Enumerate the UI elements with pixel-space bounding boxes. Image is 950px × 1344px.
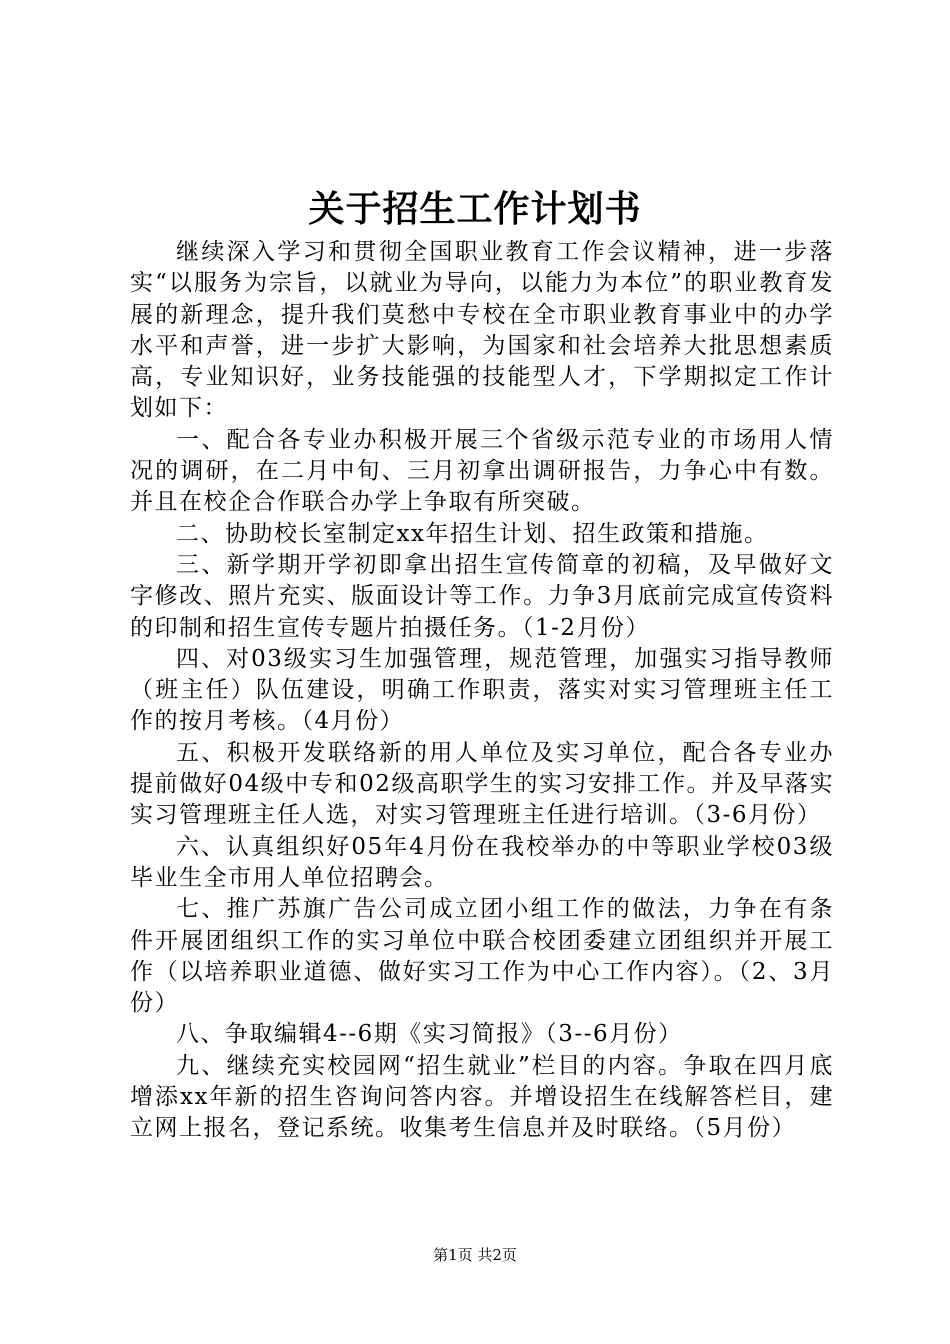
- document-title: 关于招生工作计划书: [308, 188, 642, 230]
- plan-item-1: 一、配合各专业办积极开展三个省级示范专业的市场用人情况的调研，在二月中旬、三月初拿出调研报告，力争心中有数。并且在校企合作联合办学上争取有所突破。: [130, 426, 834, 516]
- plan-item-7: 七、推广苏旗广告公司成立团小组工作的做法，力争在有条件开展团组织工作的实习单位中联合校团委建立团组织并开展工作（以培养职业道德、做好实习工作为中心工作内容）。（2、3月份）: [130, 896, 834, 1017]
- plan-item-2: 二、协助校长室制定xx年招生计划、招生政策和措施。: [176, 520, 769, 547]
- page-indicator: 第1页 共2页: [433, 1246, 517, 1264]
- document-body: [130, 237, 834, 1145]
- plan-item-9: 九、继续充实校园网“招生就业”栏目的内容。争取在四月底增添xx年新的招生咨询问答内容。并增设招生在线解答栏目，建立网上报名，登记系统。收集考生信息并及时联络。（5月份）: [130, 1052, 834, 1142]
- plan-item-6: 六、认真组织好05年4月份在我校举办的中等职业学校03级毕业生全市用人单位招聘会。: [130, 833, 834, 891]
- plan-item-5: 五、积极开发联络新的用人单位及实习单位，配合各专业办提前做好04级中专和02级高职学生的实习安排工作。并及早落实实习管理班主任人选，对实习管理班主任进行培训。（3-6月份）: [130, 739, 834, 829]
- plan-item-8: 八、争取编辑4--6期《实习简报》（3--6月份）: [176, 1021, 683, 1048]
- page-footer: [0, 1245, 950, 1265]
- plan-item-4: 四、对03级实习生加强管理，规范管理，加强实习指导教师（班主任）队伍建设，明确工作职责，落实对实习管理班主任工作的按月考核。（4月份）: [130, 645, 834, 735]
- plan-item-3: 三、新学期开学初即拿出招生宣传简章的初稿，及早做好文字修改、照片充实、版面设计等工作。力争3月底前完成宣传资料的印制和招生宣传专题片拍摄任务。（1-2月份）: [130, 551, 834, 641]
- intro-paragraph: 继续深入学习和贯彻全国职业教育工作会议精神，进一步落实“以服务为宗旨，以就业为导向，以能力为本位”的职业教育发展的新理念，提升我们莫愁中专校在全市职业教育事业中的办学水平和声誉，进一步扩大影响，为国家和社会培养大批思想素质高，专业知识好，业务技能强的技能型人才，下学期拟定工作计划如下：: [130, 239, 834, 422]
